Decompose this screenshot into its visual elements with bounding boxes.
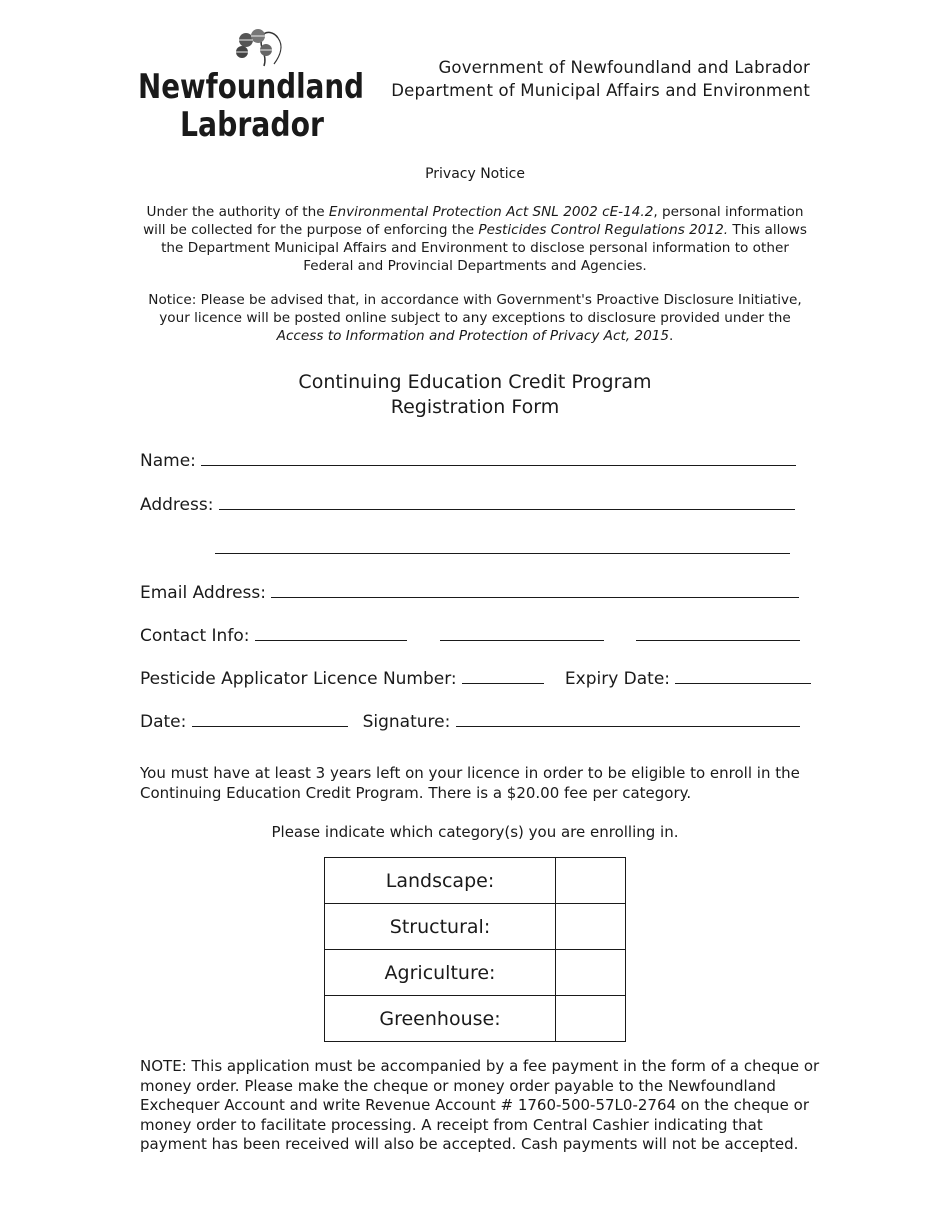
name-row bbox=[140, 450, 796, 471]
category-label: Landscape: bbox=[325, 858, 556, 904]
table-row bbox=[325, 858, 626, 904]
contact-field-3[interactable] bbox=[636, 625, 800, 641]
eligibility-text: You must have at least 3 years left on your licence in order to be eligible to enroll in the Continuing Education Credit Program. There is a $20.00 fee per category. bbox=[140, 764, 800, 802]
logo-text-labrador: Labrador bbox=[180, 105, 325, 145]
address-row bbox=[140, 494, 795, 515]
notice-text: Notice: Please be advised that, in accordance with Government's Proactive Disclosure Initiative, your licence will be posted online subject to any exceptions to disclosure provided under the bbox=[148, 292, 802, 326]
signature-field[interactable] bbox=[456, 711, 800, 727]
expiry-date-field[interactable] bbox=[675, 668, 811, 684]
regulations-name: Pesticides Control Regulations 2012. bbox=[478, 222, 729, 238]
government-name: Government of Newfoundland and Labrador bbox=[438, 58, 810, 77]
date-signature-row bbox=[140, 711, 800, 732]
expiry-label: Expiry Date: bbox=[564, 669, 671, 689]
category-instruction: Please indicate which category(s) you are enrolling in. bbox=[271, 823, 679, 841]
form-title bbox=[140, 370, 810, 420]
category-checkbox-agriculture[interactable] bbox=[556, 950, 626, 996]
pitcher-plant-emblem-icon bbox=[138, 26, 368, 144]
category-checkbox-structural[interactable] bbox=[556, 904, 626, 950]
address-label: Address: bbox=[140, 495, 214, 515]
act-name: Environmental Protection Act SNL 2002 cE-14.2 bbox=[328, 204, 654, 220]
category-table bbox=[324, 857, 626, 1042]
form-title-line2: Registration Form bbox=[390, 396, 560, 418]
date-label: Date: bbox=[140, 712, 187, 732]
contact-field-1[interactable] bbox=[255, 625, 407, 641]
table-row bbox=[325, 950, 626, 996]
contact-row bbox=[140, 625, 800, 646]
table-row bbox=[325, 996, 626, 1042]
privacy-text: This allows the Department Municipal Affairs and Environment to disclose personal information to other Federal and Provincial Departments and Agencies. bbox=[161, 222, 807, 274]
address-row-2 bbox=[215, 538, 790, 559]
address-field-line2[interactable] bbox=[215, 538, 790, 554]
privacy-text: , personal information will be collected for the purpose of enforcing the bbox=[143, 204, 804, 238]
contact-label: Contact Info: bbox=[140, 626, 250, 646]
disclosure-notice-paragraph bbox=[140, 291, 810, 345]
category-checkbox-greenhouse[interactable] bbox=[556, 996, 626, 1042]
category-label: Greenhouse: bbox=[325, 996, 556, 1042]
notice-text: . bbox=[669, 328, 674, 344]
address-field-line1[interactable] bbox=[219, 494, 795, 510]
name-field[interactable] bbox=[201, 450, 796, 466]
government-header bbox=[380, 56, 810, 102]
act-name: Access to Information and Protection of Privacy Act, 2015 bbox=[276, 328, 670, 344]
signature-label: Signature: bbox=[362, 712, 451, 732]
licence-row bbox=[140, 668, 811, 689]
email-row bbox=[140, 582, 799, 603]
privacy-text: Under the authority of the bbox=[146, 204, 329, 220]
licence-number-field[interactable] bbox=[462, 668, 544, 684]
department-name: Department of Municipal Affairs and Environment bbox=[391, 81, 810, 100]
privacy-paragraph bbox=[140, 203, 810, 275]
email-field[interactable] bbox=[271, 582, 799, 598]
contact-field-2[interactable] bbox=[440, 625, 604, 641]
name-label: Name: bbox=[140, 451, 196, 471]
category-label: Structural: bbox=[325, 904, 556, 950]
category-checkbox-landscape[interactable] bbox=[556, 858, 626, 904]
category-label: Agriculture: bbox=[325, 950, 556, 996]
email-label: Email Address: bbox=[140, 583, 266, 603]
table-row bbox=[325, 904, 626, 950]
privacy-notice-title: Privacy Notice bbox=[425, 166, 525, 182]
licence-label: Pesticide Applicator Licence Number: bbox=[140, 669, 457, 689]
date-field[interactable] bbox=[192, 711, 348, 727]
newfoundland-labrador-logo bbox=[138, 26, 368, 144]
form-title-line1: Continuing Education Credit Program bbox=[298, 371, 652, 393]
payment-note: NOTE: This application must be accompanied by a fee payment in the form of a cheque or money order. Please make the cheque or money order payable to the Newfoundland Exchequer Account and write Revenue Account # 1760-500-57L0-2764 on the cheque or money order to facilitate processing. A receipt from Central Cashier indicating that payment has been received will also be accepted. Cash payments will not be accepted. bbox=[140, 1057, 820, 1153]
logo-text-newfoundland: Newfoundland bbox=[138, 67, 364, 107]
